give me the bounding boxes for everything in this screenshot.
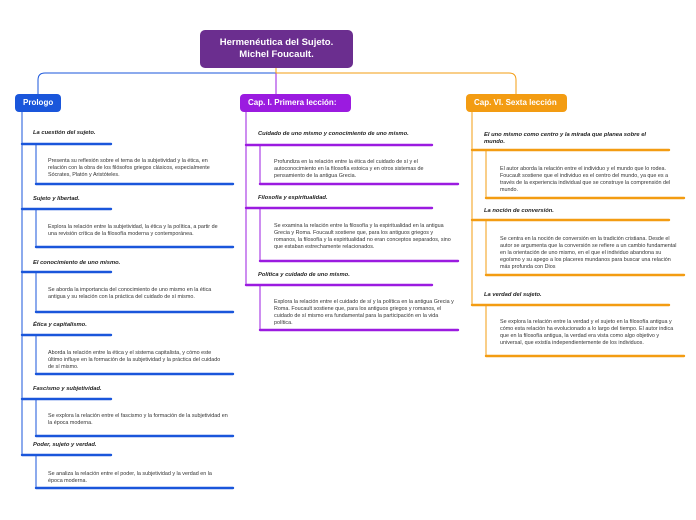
description-fascismo-y-subjetividad: Se explora la relación entre el fascismo y la formación de la subjetividad en la época moderna. <box>48 413 228 426</box>
description-el-uno-mismo-como-centro: El autor aborda la relación entre el individuo y el mundo que lo rodea. Foucault sostiene que el individuo es el centro del mundo, ya que es a través de la experiencia individual que se construye la comprensión del mundo. <box>500 166 671 193</box>
description-la-verdad-del-sujeto: Se explora la relación entre la verdad y el sujeto en la filosofía antigua y cómo esta relación ha evolucionado a lo largo del tiempo. El autor indica que en la filosofía antigua, la verdad era vista como algo objetivo y universal, que existía independientemente de los individuos. <box>500 319 674 346</box>
topic-etica-y-capitalismo[interactable]: Ética y capitalismo. <box>33 322 87 328</box>
branch-cap-i-primera-leccion[interactable] <box>240 94 351 112</box>
branch-label: Cap. VI. Sexta lección <box>474 98 557 107</box>
branch-label: Cap. I. Primera lección: <box>248 98 337 107</box>
description-la-nocion-de-conversion: Se centra en la noción de conversión en la tradición cristiana. Desde el autor se argumenta que la conversión se refiere a un cambio fundamental en la orientación de uno mismo, en el que el individuo abandona su egoísmo y su apego a los placeres mundanos para buscar una relación más profunda con Dios <box>500 236 677 270</box>
branch-prologo[interactable] <box>15 94 61 112</box>
topic-fascismo-y-subjetividad[interactable]: Fascismo y subjetividad. <box>33 386 102 392</box>
description-poder-sujeto-y-verdad: Se analiza la relación entre el poder, la subjetividad y la verdad en la época moderna. <box>48 471 212 484</box>
topic-cuidado-y-conocimiento-de-uno-mismo[interactable]: Cuidado de uno mismo y conocimiento de uno mismo. <box>258 131 409 137</box>
root-title-line2: Michel Foucault. <box>239 49 314 60</box>
root-to-prologo-connector <box>38 68 276 94</box>
topic-la-nocion-de-conversion[interactable]: La noción de conversión. <box>484 208 554 214</box>
root-title-line1: Hermenéutica del Sujeto. <box>219 37 334 48</box>
description-etica-y-capitalismo: Aborda la relación entre la ética y el sistema capitalista, y cómo este último influye en la formación de la subjetividad y la práctica del cuidado de sí mismo. <box>48 350 221 370</box>
root-to-cap6-connector <box>276 68 516 94</box>
topic-filosofia-y-espiritualidad[interactable]: Filosofía y espiritualidad. <box>258 195 328 201</box>
description-cuidado-y-conocimiento-de-uno-mismo: Profundiza en la relación entre la ética del cuidado de sí y el autoconocimiento en la filosofía estoica y en otros sistemas de pensamiento de la antigua Grecia. <box>274 159 424 179</box>
branch-cap-vi-sexta-leccion[interactable] <box>466 94 567 112</box>
topic-el-conocimiento-de-uno-mismo[interactable]: El conocimiento de uno mismo. <box>33 260 121 266</box>
description-politica-y-cuidado-de-uno-mismo: Explora la relación entre el cuidado de sí y la política en la antigua Grecia y Roma. Foucault sostiene que, para los antiguos griegos y romanos, el cuidado de sí mismo era fundamental para la participación en la vida política. <box>274 299 454 326</box>
description-filosofia-y-espiritualidad: Se examina la relación entre la filosofía y la espiritualidad en la antigua Grecia y Roma. Foucault sostiene que, para los antiguos griegos y romanos, la filosofía y la espiritualidad no eran conceptos separados, sino que estaban estrechamente relacionados. <box>274 223 451 250</box>
description-sujeto-y-libertad: Explora la relación entre la subjetividad, la ética y la política, a partir de una revisión crítica de la filosofía moderna y contemporánea. <box>48 224 218 237</box>
topic-politica-y-cuidado-de-uno-mismo[interactable]: Política y cuidado de uno mismo. <box>258 272 350 278</box>
topic-sujeto-y-libertad[interactable]: Sujeto y libertad. <box>33 196 80 202</box>
topic-el-uno-mismo-como-centro[interactable]: El uno mismo como centro y la mirada que planea sobre el mundo. <box>484 132 647 145</box>
description-el-conocimiento-de-uno-mismo: Se aborda la importancia del conocimiento de uno mismo en la ética antigua y su relación con la práctica del cuidado de sí mismo. <box>48 287 212 300</box>
topic-poder-sujeto-y-verdad[interactable]: Poder, sujeto y verdad. <box>33 442 97 448</box>
topic-la-cuestion-del-sujeto[interactable]: La cuestión del sujeto. <box>33 130 96 136</box>
root-node[interactable] <box>200 30 353 68</box>
description-la-cuestion-del-sujeto: Presenta su reflexión sobre el tema de la subjetividad y la ética, en relación con la obra de los filósofos griegos clásicos, especialmente Sócrates, Platón y Aristóteles. <box>48 158 210 178</box>
branch-label: Prologo <box>23 98 54 107</box>
topic-la-verdad-del-sujeto[interactable]: La verdad del sujeto. <box>484 292 542 298</box>
